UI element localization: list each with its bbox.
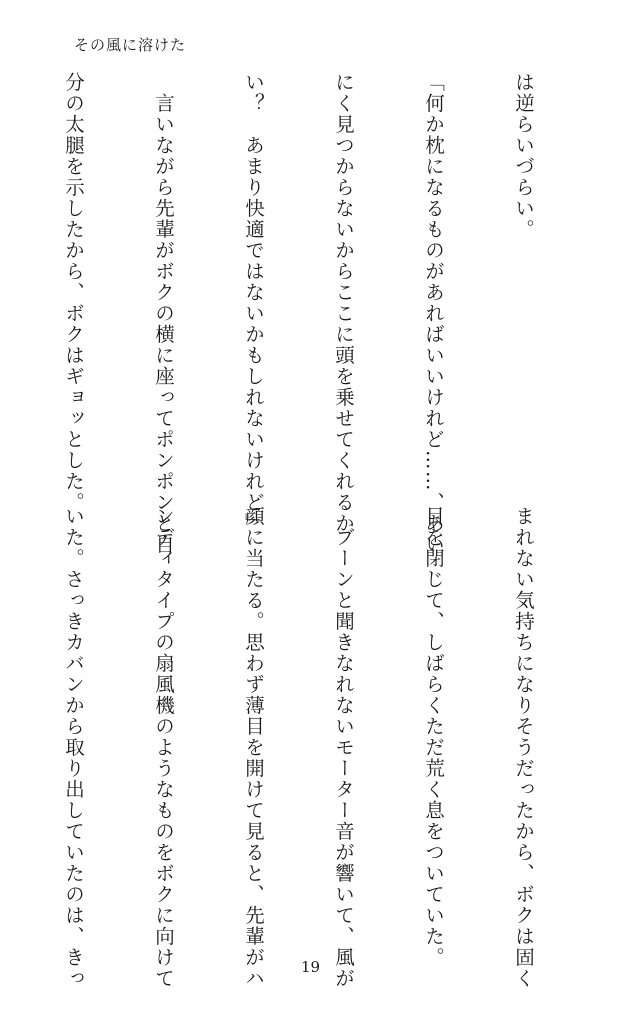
text-line: 「何か枕になるものがあればいいけれど……、あい <box>422 72 445 555</box>
text-line: にく見つからないからここに頭を乗せてくれるか <box>332 72 355 534</box>
text-line: ブーンと聞きなれないモーター音が響いて、風が <box>332 506 355 989</box>
text-block-top <box>0 72 598 555</box>
text-line: い？ あまり快適ではないかもしれないけれど」 <box>242 72 265 534</box>
page-number: 19 <box>300 958 321 976</box>
text-line: 言いながら先輩がボクの横に座ってポンポンと自 <box>152 72 175 555</box>
text-line: 分の太腿を示したから、ボクはギョッとした。 <box>62 72 85 513</box>
text-line: ンディタイプの扇風機のようなものをボクに向けて <box>152 506 175 989</box>
text-line: いた。さっきカバンから取り出していたのは、きっ <box>62 506 85 989</box>
text-line: は逆らいづらい。 <box>512 72 535 240</box>
running-header: その風に溶けた <box>74 36 187 54</box>
text-line: 顔に当たる。思わず薄目を開けて見ると、先輩がハ <box>242 506 265 989</box>
text-line: まれない気持ちになりそうだったから、ボクは固く <box>512 506 535 989</box>
text-line: 目を閉じて、しばらくただ荒く息をついていた。 <box>422 506 445 968</box>
